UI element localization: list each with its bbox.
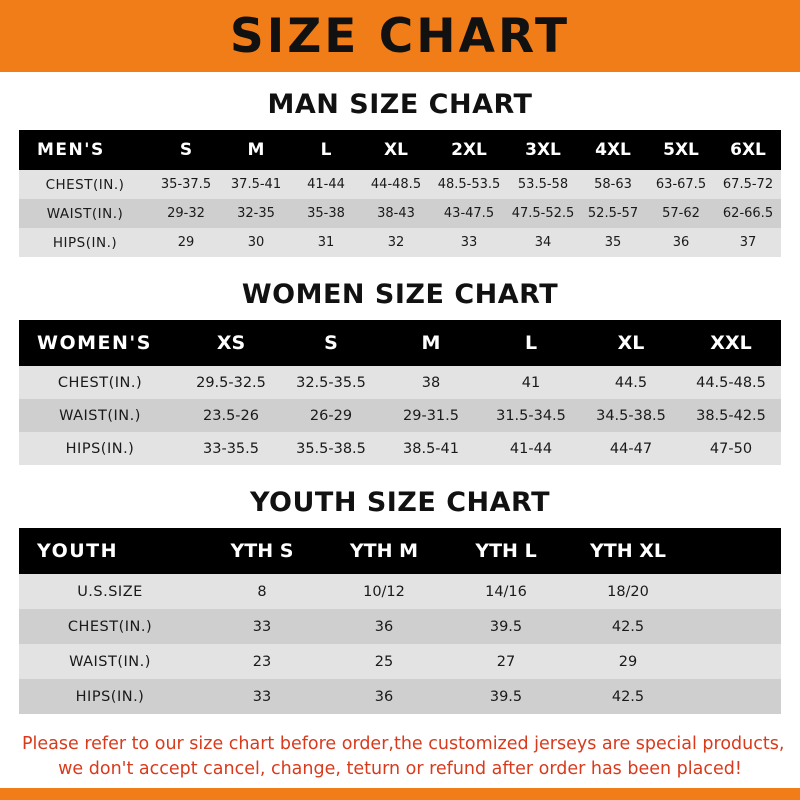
bottom-accent-bar bbox=[0, 788, 800, 800]
man-col-3xl: 3XL bbox=[525, 140, 561, 160]
man-col-2xl: 2XL bbox=[451, 140, 487, 160]
cell: 32 bbox=[387, 235, 405, 250]
cell: 8 bbox=[257, 583, 267, 600]
cell: 29 bbox=[177, 235, 195, 250]
cell: 44-48.5 bbox=[370, 177, 422, 192]
cell: 29-31.5 bbox=[403, 407, 459, 424]
table-row bbox=[19, 432, 781, 465]
cell: 37.5-41 bbox=[230, 177, 282, 192]
cell: 10/12 bbox=[363, 583, 405, 600]
cell: 18/20 bbox=[607, 583, 649, 600]
table-row bbox=[19, 574, 781, 609]
cell: 53.5-58 bbox=[517, 177, 569, 192]
page-title: SIZE CHART bbox=[229, 8, 571, 64]
women-table-header-row bbox=[19, 320, 781, 366]
youth-col-l: YTH L bbox=[475, 540, 537, 562]
cell: 38.5-42.5 bbox=[696, 407, 766, 424]
cell: 58-63 bbox=[594, 177, 632, 192]
cell-spacer bbox=[689, 644, 781, 679]
cell: 35-37.5 bbox=[160, 177, 212, 192]
cell: 57-62 bbox=[662, 206, 700, 221]
youth-col-spacer bbox=[689, 528, 781, 574]
man-table-header-row bbox=[19, 130, 781, 170]
man-col-l: L bbox=[320, 140, 332, 160]
cell: 39.5 bbox=[489, 688, 523, 705]
cell: 27 bbox=[496, 653, 516, 670]
cell: 36 bbox=[672, 235, 690, 250]
women-col-m: M bbox=[421, 332, 441, 354]
cell: 32.5-35.5 bbox=[296, 374, 366, 391]
table-row bbox=[19, 609, 781, 644]
youth-header-label: YOUTH bbox=[37, 540, 119, 562]
man-size-section bbox=[0, 89, 800, 257]
women-size-table bbox=[19, 320, 781, 465]
cell: 31 bbox=[317, 235, 335, 250]
table-row bbox=[19, 399, 781, 432]
cell: 35-38 bbox=[307, 206, 345, 221]
cell: 44-47 bbox=[609, 440, 653, 457]
man-section-title: MAN SIZE CHART bbox=[267, 89, 533, 120]
man-col-s: S bbox=[179, 140, 193, 160]
table-row bbox=[19, 366, 781, 399]
cell: 63-67.5 bbox=[655, 177, 707, 192]
youth-size-table bbox=[19, 528, 781, 714]
women-header-label: WOMEN'S bbox=[37, 332, 152, 354]
cell: 29 bbox=[618, 653, 638, 670]
cell: 33 bbox=[252, 618, 272, 635]
cell: 39.5 bbox=[489, 618, 523, 635]
table-row bbox=[19, 679, 781, 714]
cell: 62-66.5 bbox=[722, 206, 774, 221]
cell: 38-43 bbox=[377, 206, 415, 221]
women-col-xxl: XXL bbox=[710, 332, 752, 354]
cell: 32-35 bbox=[237, 206, 275, 221]
cell: 14/16 bbox=[485, 583, 527, 600]
cell: 41 bbox=[521, 374, 541, 391]
cell: 41-44 bbox=[307, 177, 345, 192]
cell: 44.5 bbox=[614, 374, 648, 391]
women-col-s: S bbox=[324, 332, 338, 354]
cell: 29.5-32.5 bbox=[196, 374, 266, 391]
cell: 48.5-53.5 bbox=[437, 177, 501, 192]
cell-spacer bbox=[689, 574, 781, 609]
youth-row-ussize-label: U.S.SIZE bbox=[77, 583, 143, 600]
cell: 29-32 bbox=[167, 206, 205, 221]
women-row-hips-label: HIPS(IN.) bbox=[65, 440, 135, 457]
footer-note-line-2: we don't accept cancel, change, teturn or refund after order has been placed! bbox=[58, 758, 742, 779]
table-row bbox=[19, 228, 781, 257]
cell: 26-29 bbox=[309, 407, 353, 424]
women-col-l: L bbox=[524, 332, 538, 354]
youth-section-title: YOUTH SIZE CHART bbox=[249, 487, 551, 518]
cell: 47-50 bbox=[709, 440, 753, 457]
cell: 67.5-72 bbox=[722, 177, 774, 192]
cell-spacer bbox=[689, 609, 781, 644]
women-col-xs: XS bbox=[216, 332, 246, 354]
women-size-section bbox=[0, 279, 800, 465]
man-header-label: MEN'S bbox=[37, 140, 105, 160]
cell: 41-44 bbox=[509, 440, 553, 457]
cell: 34.5-38.5 bbox=[596, 407, 666, 424]
man-col-m: M bbox=[247, 140, 265, 160]
man-size-table bbox=[19, 130, 781, 257]
cell: 37 bbox=[739, 235, 757, 250]
cell: 31.5-34.5 bbox=[496, 407, 566, 424]
cell: 33 bbox=[252, 688, 272, 705]
women-section-title: WOMEN SIZE CHART bbox=[241, 279, 559, 310]
cell-spacer bbox=[689, 679, 781, 714]
table-row bbox=[19, 644, 781, 679]
cell: 47.5-52.5 bbox=[511, 206, 575, 221]
man-col-4xl: 4XL bbox=[595, 140, 631, 160]
youth-row-waist-label: WAIST(IN.) bbox=[69, 653, 151, 670]
youth-table-header-row bbox=[19, 528, 781, 574]
man-col-xl: XL bbox=[384, 140, 408, 160]
cell: 44.5-48.5 bbox=[696, 374, 766, 391]
man-col-5xl: 5XL bbox=[663, 140, 699, 160]
youth-row-chest-label: CHEST(IN.) bbox=[67, 618, 153, 635]
cell: 38.5-41 bbox=[403, 440, 459, 457]
women-row-chest-label: CHEST(IN.) bbox=[57, 374, 143, 391]
cell: 35.5-38.5 bbox=[296, 440, 366, 457]
cell: 23 bbox=[252, 653, 272, 670]
cell: 30 bbox=[247, 235, 265, 250]
table-row bbox=[19, 199, 781, 228]
footer-note bbox=[0, 732, 800, 782]
footer-note-line-1: Please refer to our size chart before order,the customized jerseys are special products, bbox=[22, 734, 785, 754]
cell: 36 bbox=[374, 618, 394, 635]
youth-col-m: YTH M bbox=[349, 540, 419, 562]
cell: 38 bbox=[421, 374, 441, 391]
cell: 43-47.5 bbox=[443, 206, 495, 221]
women-row-waist-label: WAIST(IN.) bbox=[59, 407, 141, 424]
cell: 33 bbox=[460, 235, 478, 250]
cell: 25 bbox=[374, 653, 394, 670]
youth-row-hips-label: HIPS(IN.) bbox=[75, 688, 145, 705]
man-row-hips-label: HIPS(IN.) bbox=[52, 234, 118, 251]
cell: 23.5-26 bbox=[203, 407, 259, 424]
youth-size-section bbox=[0, 487, 800, 714]
cell: 36 bbox=[374, 688, 394, 705]
women-col-xl: XL bbox=[617, 332, 645, 354]
man-row-waist-label: WAIST(IN.) bbox=[46, 205, 124, 222]
youth-col-xl: YTH XL bbox=[590, 540, 666, 562]
table-row bbox=[19, 170, 781, 199]
cell: 33-35.5 bbox=[203, 440, 259, 457]
cell: 42.5 bbox=[611, 618, 645, 635]
cell: 42.5 bbox=[611, 688, 645, 705]
header-banner bbox=[0, 0, 800, 72]
man-col-6xl: 6XL bbox=[730, 140, 766, 160]
cell: 34 bbox=[534, 235, 552, 250]
cell: 52.5-57 bbox=[587, 206, 639, 221]
youth-col-s: YTH S bbox=[230, 540, 294, 562]
cell: 35 bbox=[604, 235, 622, 250]
man-row-chest-label: CHEST(IN.) bbox=[45, 176, 125, 193]
